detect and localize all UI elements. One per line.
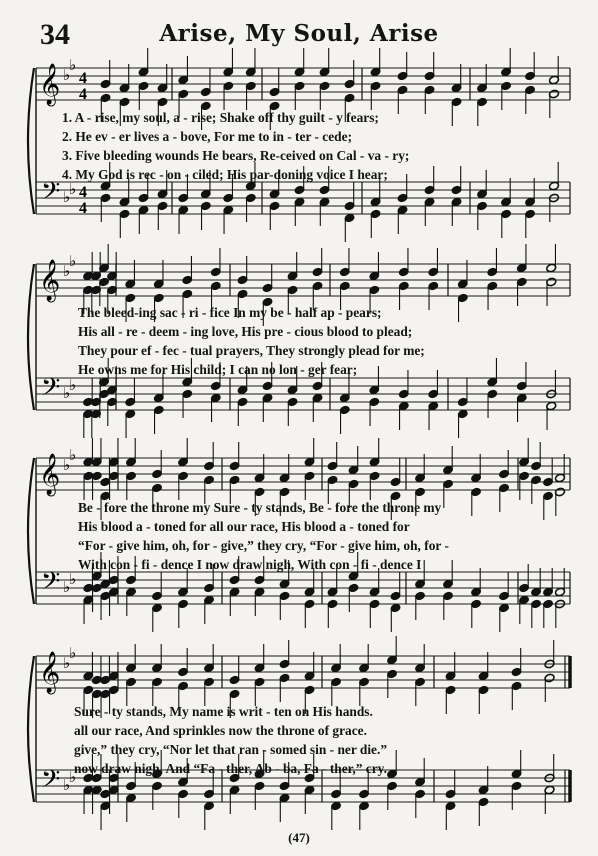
system-brace [28, 458, 34, 604]
lyric-line: 3. Five bleeding wounds He bears, Re-ceived on Cal - va - ry; [62, 148, 410, 163]
flat-sign-icon: ♭ [63, 578, 71, 596]
system-2-lyrics [78, 303, 425, 379]
bass-clef-icon: 𝄢 [41, 567, 61, 602]
system-1-lyrics [62, 108, 409, 184]
time-signature: 4 [79, 70, 87, 87]
system-brace [28, 264, 34, 410]
treble-clef-icon: 𝄞 [39, 652, 61, 693]
bass-clef-icon: 𝄢 [41, 177, 61, 212]
lyric-line: Be - fore the throne my Sure - ty stands, Be - fore the throne my [78, 500, 442, 515]
flat-sign-icon: ♭ [69, 644, 77, 662]
treble-clef-icon: 𝄞 [39, 454, 61, 495]
lyric-line: now draw nigh, And “Fa - ther, Ab - ba, Fa - ther,” cry. [74, 761, 387, 776]
lyric-line: He owns me for His child; I can no lon - ger fear; [78, 362, 358, 377]
flat-sign-icon: ♭ [63, 776, 71, 794]
hymn-title: Arise, My Soul, Arise [159, 20, 439, 47]
lyric-line: They pour ef - fec - tual prayers, They strongly plead for me; [78, 343, 425, 358]
flat-sign-icon: ♭ [69, 768, 77, 786]
bass-clef-icon: 𝄢 [41, 373, 61, 408]
flat-sign-icon: ♭ [63, 188, 71, 206]
system-3-lyrics [78, 498, 449, 574]
lyric-line: all our race, And sprinkles now the throne of grace. [74, 723, 367, 738]
flat-sign-icon: ♭ [63, 456, 71, 474]
lyric-line: The bleed-ing sac - ri - fice In my be - half ap - pears; [78, 305, 382, 320]
system-brace [28, 656, 34, 802]
lyric-line: “For - give him, oh, for - give,” they cry, “For - give him, oh, for - [78, 538, 449, 553]
flat-sign-icon: ♭ [69, 180, 77, 198]
lyric-line: His all - re - deem - ing love, His pre - cious blood to plead; [78, 324, 413, 339]
flat-sign-icon: ♭ [69, 252, 77, 270]
flat-sign-icon: ♭ [63, 384, 71, 402]
flat-sign-icon: ♭ [63, 66, 71, 84]
bass-clef-icon: 𝄢 [41, 765, 61, 800]
lyric-line: With con - fi - dence I now draw nigh, With con - fi - dence I [78, 557, 422, 572]
flat-sign-icon: ♭ [63, 654, 71, 672]
lyric-line: 4. My God is rec - on - ciled; His par-doning voice I hear; [62, 167, 388, 182]
lyric-line: His blood a - toned for all our race, His blood a - toned for [78, 519, 410, 534]
lyric-line: Sure - ty stands, My name is writ - ten on His hands. [74, 704, 373, 719]
flat-sign-icon: ♭ [69, 376, 77, 394]
flat-sign-icon: ♭ [69, 446, 77, 464]
time-signature: 4 [79, 200, 87, 217]
system-4-lyrics [74, 702, 387, 778]
system-brace [28, 68, 34, 214]
time-signature: 4 [79, 86, 87, 103]
flat-sign-icon: ♭ [63, 262, 71, 280]
hymn-number: 34 [40, 18, 70, 51]
treble-clef-icon: 𝄞 [39, 64, 61, 105]
page-number: (47) [288, 830, 310, 845]
flat-sign-icon: ♭ [69, 570, 77, 588]
lyric-line: 2. He ev - er lives a - bove, For me to in - ter - cede; [62, 129, 353, 144]
flat-sign-icon: ♭ [69, 56, 77, 74]
treble-clef-icon: 𝄞 [39, 260, 61, 301]
lyric-line: 1. A - rise, my soul, a - rise; Shake off thy guilt - y fears; [62, 110, 379, 125]
time-signature: 4 [79, 184, 87, 201]
lyric-line: give,” they cry, “Nor let that ran - somed sin - ner die.” [74, 742, 388, 757]
